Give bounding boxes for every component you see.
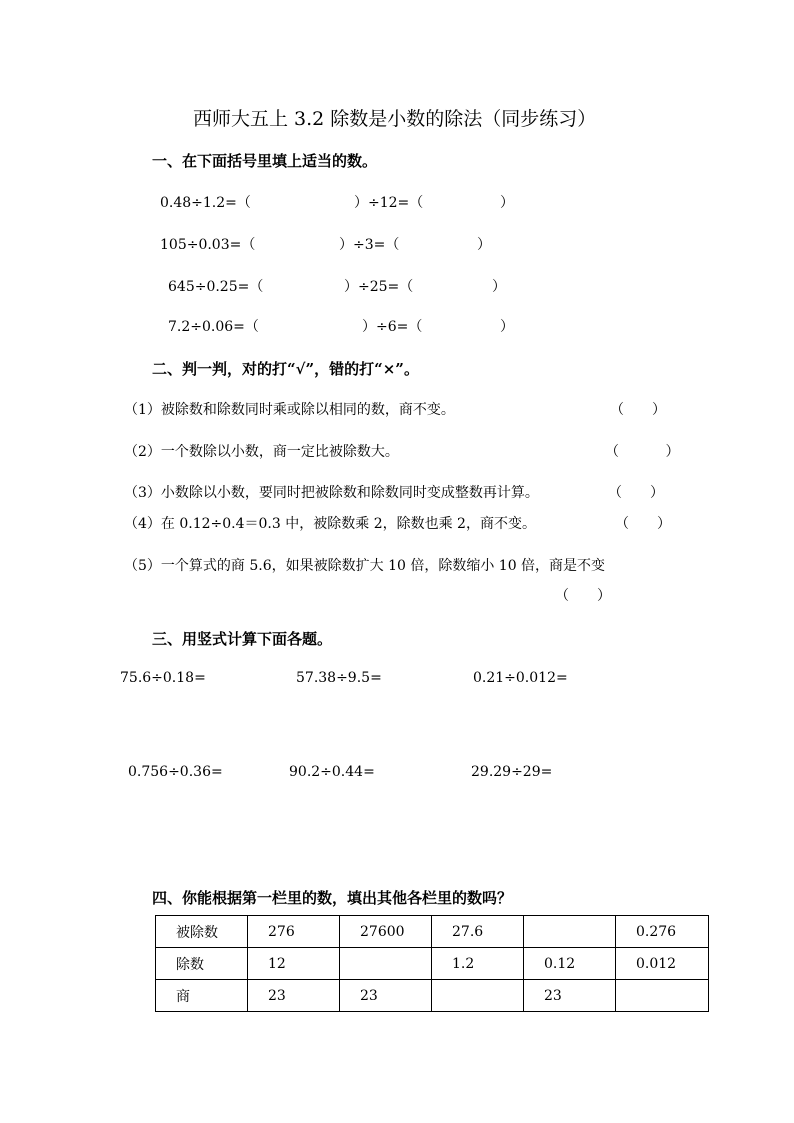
- table-cell: 12: [248, 948, 340, 980]
- section1-heading: 一、在下面括号里填上适当的数。: [152, 152, 378, 170]
- s3-problem2: 57.38÷9.5=: [296, 670, 382, 686]
- s2-item2-answer: （ ）: [605, 444, 680, 460]
- table-cell: 被除数: [156, 916, 248, 948]
- s1-row2-a: 105÷0.03=（: [160, 237, 256, 253]
- table-cell: 0.012: [616, 948, 709, 980]
- table-cell[interactable]: [524, 916, 616, 948]
- table-cell[interactable]: [432, 980, 524, 1012]
- table-row: [156, 916, 709, 948]
- section4-heading: 四、你能根据第一栏里的数，填出其他各栏里的数吗？: [152, 889, 513, 907]
- table-cell: 1.2: [432, 948, 524, 980]
- s3-problem3: 0.21÷0.012=: [473, 670, 568, 686]
- table-cell: 27600: [340, 916, 432, 948]
- s2-item3-answer: （ ）: [608, 485, 664, 501]
- table-cell: 23: [524, 980, 616, 1012]
- s1-row4-c: ）: [500, 319, 514, 335]
- s2-item5-text: （5）一个算式的商 5.6，如果被除数扩大 10 倍，除数缩小 10 倍，商是不变: [124, 558, 606, 574]
- table-row: [156, 980, 709, 1012]
- section2-heading: 二、判一判，对的打“√”，错的打“×”。: [152, 360, 419, 378]
- s1-row1-c: ）: [500, 195, 514, 211]
- page-title: 西师大五上 3.2 除数是小数的除法（同步练习）: [193, 108, 597, 130]
- s2-item2-text: （2）一个数除以小数，商一定比被除数大。: [124, 444, 399, 460]
- table-cell: 除数: [156, 948, 248, 980]
- s1-row3-a: 645÷0.25=（: [168, 279, 264, 295]
- s1-row1-a: 0.48÷1.2=（: [160, 195, 251, 211]
- table-cell: 23: [340, 980, 432, 1012]
- table-cell[interactable]: [340, 948, 432, 980]
- s3-problem5: 90.2÷0.44=: [289, 764, 375, 780]
- division-table: [155, 915, 709, 1012]
- s2-item3-text: （3）小数除以小数，要同时把被除数和除数同时变成整数再计算。: [124, 485, 539, 501]
- s2-item1-answer: （ ）: [610, 402, 666, 418]
- s1-row2-b: ）÷3=（: [339, 237, 400, 253]
- s2-item4-answer: （ ）: [615, 516, 671, 532]
- s1-row4-b: ）÷6=（: [362, 319, 423, 335]
- table-cell: 0.12: [524, 948, 616, 980]
- s1-row2-c: ）: [477, 237, 491, 253]
- table-cell: 276: [248, 916, 340, 948]
- s3-problem4: 0.756÷0.36=: [128, 764, 223, 780]
- table-row: [156, 948, 709, 980]
- s3-problem1: 75.6÷0.18=: [120, 670, 206, 686]
- table-cell[interactable]: [616, 980, 709, 1012]
- s2-item5-answer: （ ）: [555, 588, 611, 604]
- s1-row3-b: ）÷25=（: [344, 279, 414, 295]
- s3-problem6: 29.29÷29=: [471, 764, 553, 780]
- table-cell: 0.276: [616, 916, 709, 948]
- s2-item1-text: （1）被除数和除数同时乘或除以相同的数，商不变。: [124, 402, 455, 418]
- s1-row4-a: 7.2÷0.06=（: [168, 319, 259, 335]
- s1-row1-b: ）÷12=（: [354, 195, 424, 211]
- table-cell: 27.6: [432, 916, 524, 948]
- section3-heading: 三、用竖式计算下面各题。: [152, 630, 333, 648]
- s1-row3-c: ）: [492, 279, 506, 295]
- table-cell: 23: [248, 980, 340, 1012]
- table-cell: 商: [156, 980, 248, 1012]
- s2-item4-text: （4）在 0.12÷0.4＝0.3 中，被除数乘 2，除数也乘 2，商不变。: [124, 516, 536, 532]
